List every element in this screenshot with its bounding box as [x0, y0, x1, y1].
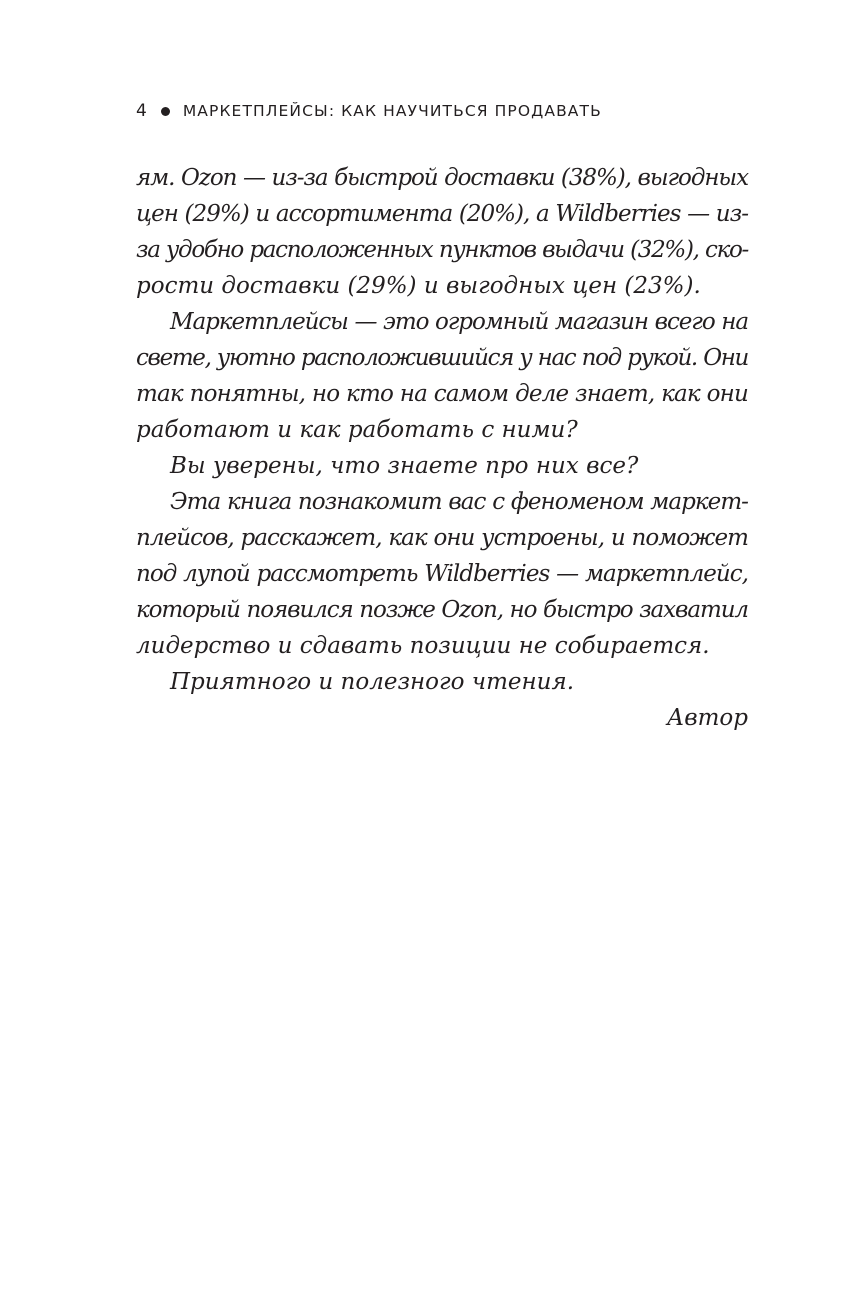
- running-header: [136, 98, 602, 124]
- text-line: Вы уверены, что знаете про них все?: [170, 453, 639, 479]
- text-line: свете, уютно расположившийся у нас под рукой. Они: [136, 345, 748, 371]
- text-line: рости доставки (29%) и выгодных цен (23%).: [136, 273, 701, 299]
- text-line: цен (29%) и ассортимента (20%), а Wildberries — из-: [136, 201, 748, 227]
- paragraph: [136, 664, 748, 700]
- text-line: работают и как работать с ними?: [136, 417, 578, 443]
- text-line: под лупой рассмотреть Wildberries — маркетплейс,: [136, 561, 748, 587]
- text-line: который появился позже Ozon, но быстро захватил: [136, 597, 748, 623]
- bullet-separator: [161, 107, 170, 116]
- text-line: Маркетплейсы — это огромный магазин всего на: [170, 309, 748, 335]
- text-line: ям. Ozon — из-за быстрой доставки (38%), выгодных: [136, 165, 748, 191]
- text-line: плейсов, расскажет, как они устроены, и поможет: [136, 525, 748, 551]
- author-signature: Автор: [666, 705, 748, 731]
- text-line: за удобно расположенных пунктов выдачи (32%), ско-: [136, 237, 748, 263]
- body-text: [136, 160, 748, 736]
- paragraph: [136, 484, 748, 664]
- text-line: Эта книга познакомит вас с феноменом маркет-: [170, 489, 748, 515]
- running-title: МАРКЕТПЛЕЙСЫ: КАК НАУЧИТЬСЯ ПРОДАВАТЬ: [182, 102, 602, 120]
- text-line: так понятны, но кто на самом деле знает, как они: [136, 381, 748, 407]
- text-line: Приятного и полезного чтения.: [170, 669, 575, 695]
- paragraph: [136, 448, 748, 484]
- paragraph: [136, 160, 748, 304]
- text-line: лидерство и сдавать позиции не собирается.: [136, 633, 710, 659]
- paragraph: [136, 304, 748, 448]
- page-number: 4: [136, 101, 147, 121]
